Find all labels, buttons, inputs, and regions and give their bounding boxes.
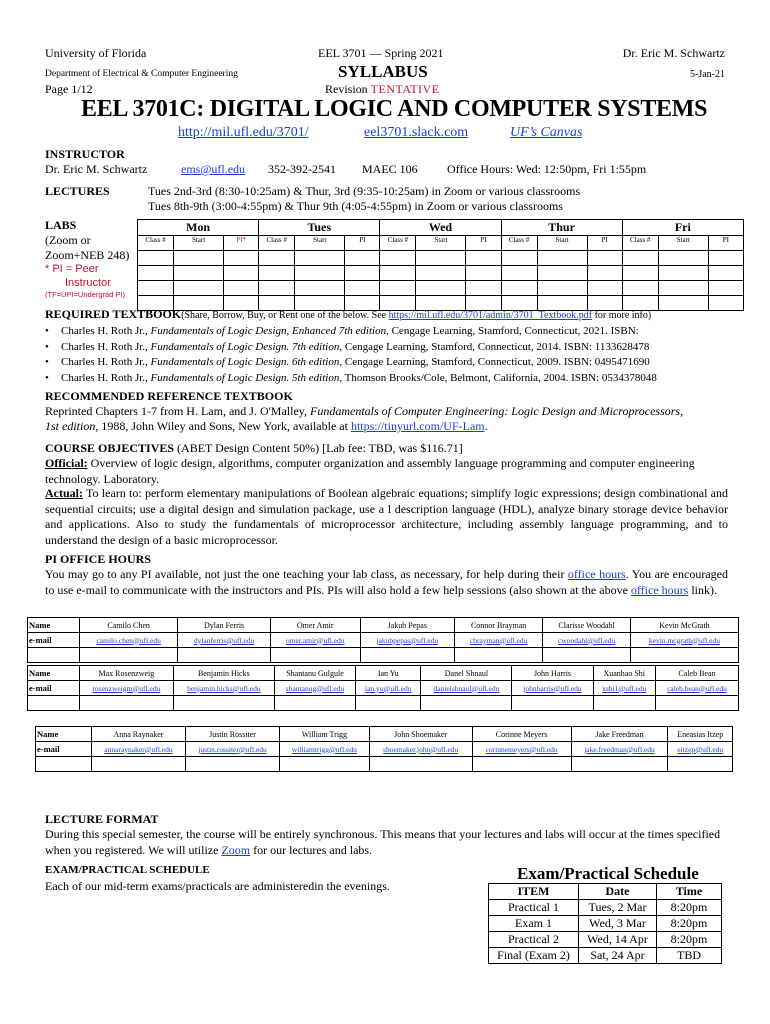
pi-name: Danel Shnaul (421, 666, 512, 681)
course-term: EEL 3701 — Spring 2021 (318, 46, 444, 60)
pi-name: Justin Rossiter (185, 727, 279, 742)
recommended-line-1: Reprinted Chapters 1-7 from H. Lam, and J. O'Malley, Fundamentals of Computer Engineering: Logic Design and Microprocessors, (45, 404, 684, 418)
list-item: • Charles H. Roth Jr., Fundamentals of Logic Design, Enhanced 7th edition, Cengage Learning, Stamford, Connecticut, 2021. ISBN: (45, 324, 657, 340)
exam-time: 8:20pm (657, 932, 722, 948)
day-thu: Thur (501, 220, 622, 236)
page-number: Page 1/12 (45, 82, 93, 96)
pi-name: Anna Raynaker (92, 727, 186, 742)
website-link[interactable]: http://mil.ufl.edu/3701/ (178, 125, 309, 140)
pi-name: Connor Brayman (454, 618, 542, 633)
name-label: Name (28, 618, 80, 633)
list-item: • Charles H. Roth Jr., Fundamentals of Logic Design. 5th edition, Thomson Brooks/Cole, Belmont, California, 2004. ISBN: 0534378048 (45, 371, 657, 387)
pi-name: Benjamin Hicks (173, 666, 274, 681)
exam-time: TBD (657, 948, 722, 964)
doc-type: SYLLABUS (338, 62, 428, 81)
pi-email-link[interactable]: shantanug@ufl.edu (274, 681, 355, 696)
email-label: e-mail (28, 633, 80, 648)
exam-item: Practical 1 (489, 900, 579, 916)
pi-note-3: (TF=UPI=Undergrad PI) (45, 290, 126, 299)
pi-name: Camilo Chen (80, 618, 178, 633)
exam-item: Exam 1 (489, 916, 579, 932)
col-class: Class # (380, 236, 416, 251)
labs-where-2: Zoom+NEB 248) (45, 248, 130, 262)
col-pi: PI (345, 236, 380, 251)
pi-name: Jakub Pepas (360, 618, 454, 633)
recommended-heading: RECOMMENDED REFERENCE TEXTBOOK (45, 389, 293, 403)
lecture-line-2: Tues 8th-9th (3:00-4:55pm) & Thur 9th (4:05-4:55pm) in Zoom or various classrooms (148, 199, 563, 213)
col-start: Start (658, 236, 708, 251)
lecture-line-1: Tues 2nd-3rd (8:30-10:25am) & Thur, 3rd (9:35-10:25am) in Zoom or various classrooms (148, 184, 581, 198)
office-hours: Office Hours: Wed: 12:50pm, Fri 1:55pm (447, 162, 647, 176)
canvas-link[interactable]: UF’s Canvas (510, 125, 583, 140)
column-header: Time (657, 884, 722, 900)
col-start: Start (295, 236, 345, 251)
lecture-format-heading: LECTURE FORMAT (45, 812, 159, 826)
pi-email-link[interactable]: omer.amir@ufl.edu (270, 633, 360, 648)
table-row (489, 916, 722, 932)
column-header: Date (579, 884, 657, 900)
exam-schedule-table (488, 883, 722, 964)
column-header: ITEM (489, 884, 579, 900)
page-title: EEL 3701C: DIGITAL LOGIC AND COMPUTER SYSTEMS (81, 96, 708, 122)
pi-email-link[interactable]: caleb.bean@ufl.edu (655, 681, 738, 696)
pi-email-link[interactable]: johnharris@ufl.edu (512, 681, 593, 696)
pi-name: Max Rosenzweig (80, 666, 174, 681)
slack-link[interactable]: eel3701.slack.com (364, 125, 469, 140)
pi-email-link[interactable]: rosenzweigm@ufl.edu (80, 681, 174, 696)
pi-email-link[interactable]: justin.rossiter@ufl.edu (185, 742, 279, 757)
col-start: Start (537, 236, 587, 251)
exam-date: Sat, 24 Apr (579, 948, 657, 964)
university-name: University of Florida (45, 46, 147, 60)
pi-name: John Harris (512, 666, 593, 681)
header-instructor: Dr. Eric M. Schwartz (622, 46, 725, 60)
labs-heading: LABS (45, 218, 77, 232)
pi-name: Omer Amir (270, 618, 360, 633)
email-label: e-mail (28, 681, 80, 696)
name-label: Name (28, 666, 80, 681)
required-textbook-heading: REQUIRED TEXTBOOK(Share, Borrow, Buy, or Rent one of the below. See https://mil.ufl.edu/3701/admin/3701_Textbook.pdf for more info) (45, 307, 652, 321)
pi-name: Corinne Meyers (472, 727, 571, 742)
pi-hours-text: You may go to any PI available, not just the one teaching your lab class, as necessary, for help during their office hours. You are encouraged to use e-mail to communicate with the instructors and PIs. PIs will also hold a few help sessions (also shown at the above office hours link). (45, 567, 728, 597)
exam-date: Wed, 14 Apr (579, 932, 657, 948)
col-class: Class # (138, 236, 174, 251)
lam-book-link[interactable]: https://tinyurl.com/UF-Lam (350, 419, 485, 433)
recommended-line-2: 1st edition, 1988, John Wiley and Sons, New York, available at https://tinyurl.com/UF-Lam. (45, 419, 488, 433)
pi-name: Dylan Ferris (178, 618, 271, 633)
day-tue: Tues (259, 220, 380, 236)
office-hours-link-2[interactable]: office hours (630, 582, 689, 597)
pi-email-link[interactable]: shoemaker.john@ufl.edu (369, 742, 472, 757)
list-item: • Charles H. Roth Jr., Fundamentals of Logic Design. 6th edition, Cengage Learning, Stamford, Connecticut, 2009. ISBN: 0495471690 (45, 355, 657, 371)
exam-time: 8:20pm (657, 900, 722, 916)
pi-email-link[interactable]: eitzep@ufl.edu (668, 742, 733, 757)
pi-table-3 (35, 726, 733, 772)
doc-date: 5-Jan-21 (690, 69, 725, 80)
objectives-official: Official: Overview of logic design, algorithms, computer organization and assembly language programming and computer engineering technology. Laboratory. (45, 456, 695, 486)
pi-email-link[interactable]: corinnemeyers@ufl.edu (472, 742, 571, 757)
instructor-name: Dr. Eric M. Schwartz (45, 162, 148, 176)
objectives-heading: COURSE OBJECTIVES (ABET Design Content 50%) [Lab fee: TBD, was $116.71] (45, 441, 463, 455)
pi-email-link[interactable]: danielshnaul@ufl.edu (421, 681, 512, 696)
pi-email-link[interactable]: jake.freedman@ufl.edu (571, 742, 668, 757)
table-row (489, 900, 722, 916)
day-fri: Fri (622, 220, 743, 236)
textbook-list (45, 324, 657, 386)
instructor-phone: 352-392-2541 (268, 162, 336, 176)
objectives-actual: Actual: To learn to: perform elementary manipulations of Boolean algebraic equations; simplify logic expressions; design combinational and sequential circuits; use a digital design and simulation package, use a l description language (HDL), analyze binary storage device behavior and applications. Also to study the fundamentals of microprocessor architecture, including assembly language programming, and to understand the design of a basic microprocessor. (45, 486, 728, 547)
pi-email-link[interactable]: cwoodahl@ufl.edu (543, 633, 631, 648)
pi-email-link[interactable]: jakubpepas@ufl.edu (360, 633, 454, 648)
pi-name: Ian Yu (356, 666, 421, 681)
zoom-link[interactable]: Zoom (221, 842, 251, 857)
textbook-info-link[interactable]: https://mil.ufl.edu/3701/admin/3701_Textbook.pdf (388, 310, 593, 321)
col-start: Start (174, 236, 224, 251)
pi-name: Eneasias Itzep (668, 727, 733, 742)
instructor-office: MAEC 106 (362, 162, 418, 176)
col-class: Class # (259, 236, 295, 251)
exam-time: 8:20pm (657, 916, 722, 932)
labs-schedule-table (137, 219, 744, 311)
lectures-heading: LECTURES (45, 184, 110, 198)
col-pi: PI* (224, 236, 259, 251)
col-class: Class # (501, 236, 537, 251)
exam-date: Tues, 2 Mar (579, 900, 657, 916)
table-row (489, 932, 722, 948)
pi-email-link[interactable]: williamtrigg@ufl.edu (280, 742, 370, 757)
pi-email-link[interactable]: xshi1@ufl.edu (593, 681, 655, 696)
office-hours-link[interactable]: office hours (567, 567, 626, 581)
labs-where: (Zoom or (45, 233, 91, 247)
pi-name: John Shoemaker (369, 727, 472, 742)
revision: Revision TENTATIVE (325, 82, 440, 96)
day-wed: Wed (380, 220, 501, 236)
col-class: Class # (622, 236, 658, 251)
pi-email-link[interactable]: cbrayman@ufl.edu (454, 633, 542, 648)
pi-hours-heading: PI OFFICE HOURS (45, 552, 152, 566)
pi-note: * PI = Peer (45, 263, 99, 275)
col-pi: PI (466, 236, 501, 251)
pi-name: William Trigg (280, 727, 370, 742)
pi-email-link[interactable]: benjamin.hicks@ufl.edu (173, 681, 274, 696)
instructor-heading: INSTRUCTOR (45, 147, 125, 161)
name-label: Name (36, 727, 92, 742)
exam-schedule-text: Each of our mid-term exams/practicals are administeredin the evenings. (45, 879, 390, 893)
exam-schedule-heading: EXAM/PRACTICAL SCHEDULE (45, 864, 210, 876)
exam-date: Wed, 3 Mar (579, 916, 657, 932)
instructor-email-link[interactable]: ems@ufl.edu (181, 162, 246, 176)
pi-name: Caleb Bean (655, 666, 738, 681)
table-row (489, 948, 722, 964)
pi-email-link[interactable]: ian.yu@ufl.edu (356, 681, 421, 696)
pi-name: Xuanhao Shi (593, 666, 655, 681)
pi-email-link[interactable]: kevin.mcgrath@ufl.edu (630, 633, 738, 648)
exam-item: Final (Exam 2) (489, 948, 579, 964)
department: Department of Electrical & Computer Engineering (45, 69, 238, 79)
email-label: e-mail (36, 742, 92, 757)
pi-note-2: Instructor (65, 277, 111, 289)
pi-name: Shantanu Gulgule (274, 666, 355, 681)
day-mon: Mon (138, 220, 259, 236)
pi-email-link[interactable]: annaraynaker@ufl.edu (92, 742, 186, 757)
pi-table-2 (27, 665, 739, 711)
col-start: Start (416, 236, 466, 251)
pi-name: Jake Freedman (571, 727, 668, 742)
list-item: • Charles H. Roth Jr., Fundamentals of Logic Design. 7th edition, Cengage Learning, Stamford, Connecticut, 2014. ISBN: 1133628478 (45, 340, 657, 356)
pi-email-link[interactable]: camilo.chen@ufl.edu (80, 633, 178, 648)
pi-name: Kevin McGrath (630, 618, 738, 633)
pi-table-1 (27, 617, 739, 663)
col-pi: PI (708, 236, 743, 251)
pi-email-link[interactable]: dylanferris@ufl.edu (178, 633, 271, 648)
exam-item: Practical 2 (489, 932, 579, 948)
col-pi: PI (587, 236, 622, 251)
exam-table-title: Exam/Practical Schedule (517, 864, 699, 883)
pi-name: Clarisse Woodahl (543, 618, 631, 633)
lecture-format-text: During this special semester, the course will be entirely synchronous. This means that your lectures and labs will occur at the times specified when you registered. We will utilize Zoom for our lectures and labs. (45, 827, 721, 857)
